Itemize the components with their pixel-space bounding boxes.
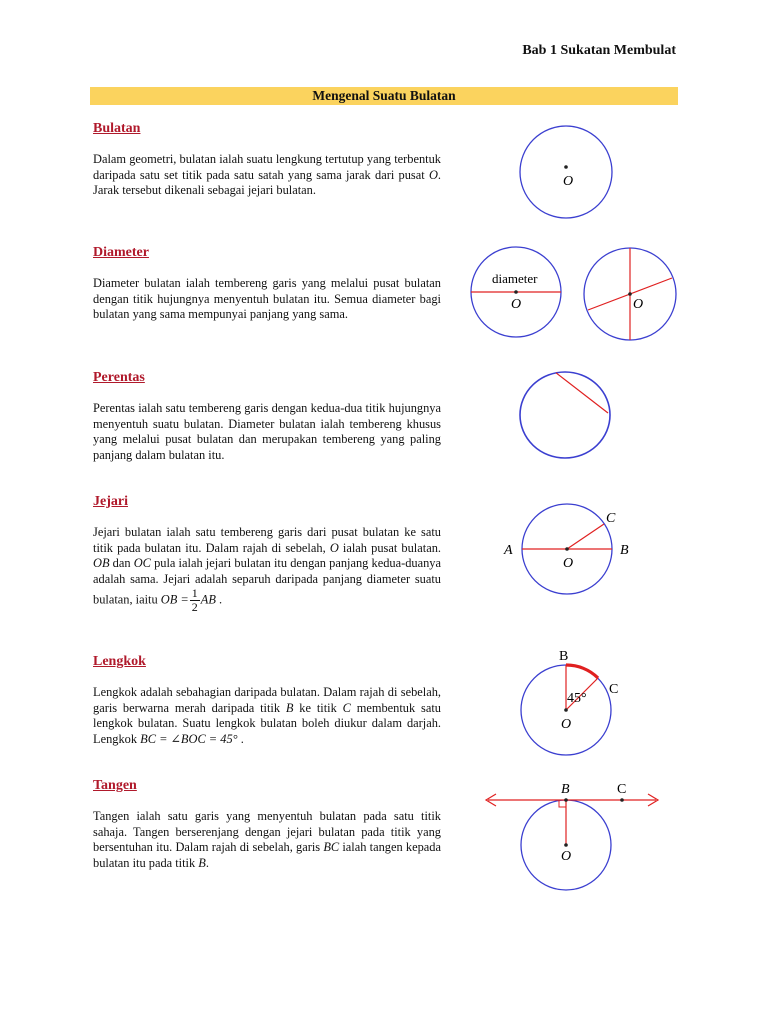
section-body: Jejari bulatan ialah satu tembereng garis dari pusat bulatan ke satu titik pada bulatan itu. Dalam rajah di sebelah, O ialah pusat bulatan. OB dan OC pula ialah jejari bulatan itu dengan panjang kedua-duanya adalah sama. Jejari adalah separuh daripada panjang diameter suatu bulatan, iaitu OB = $\frac{1}{2}$ AB . bbox=[93, 525, 441, 615]
section-lengkok bbox=[93, 654, 441, 747]
figure-perentas bbox=[518, 370, 612, 460]
point-b-label: B bbox=[620, 543, 629, 558]
figure-diameter-1 bbox=[464, 247, 568, 341]
section-title: Bulatan bbox=[93, 121, 141, 136]
section-jejari bbox=[93, 494, 441, 614]
center-label: O bbox=[561, 849, 572, 864]
point-b-label: B bbox=[561, 782, 570, 797]
center-label: O bbox=[633, 297, 644, 312]
center-point bbox=[628, 292, 632, 296]
point-c-label: C bbox=[606, 511, 616, 526]
center-point bbox=[564, 165, 568, 169]
section-title: Diameter bbox=[93, 245, 149, 260]
section-body: Diameter bulatan ialah tembereng garis yang melalui pusat bulatan dengan titik hujungnya menyentuh bulatan itu. Semua diameter bagi bulatan yang sama mempunyai panjang yang sama. bbox=[93, 276, 441, 322]
chapter-title: Bab 1 Sukatan Membulat bbox=[522, 43, 676, 58]
center-label: O bbox=[563, 556, 574, 571]
circle bbox=[520, 372, 610, 458]
section-body: Lengkok adalah sebahagian daripada bulatan. Dalam rajah di sebelah, garis berwarna merah daripada titik B ke titik C membentuk satu lengkok bulatan. Suatu lengkok bulatan boleh diukur dalam darjah. Lengkok BC = ∠BOC = 45° . bbox=[93, 685, 441, 746]
circle bbox=[520, 126, 612, 218]
section-body: Perentas ialah satu tembereng garis dengan kedua-dua titik hujungnya menyentuh suatu bulatan. Diameter bulatan ialah tembereng khusus yang melalui pusat bulatan dan merupakan tembereng yang paling panjang dalam bulatan itu. bbox=[93, 401, 441, 462]
section-perentas bbox=[93, 370, 441, 463]
figure-bulatan bbox=[516, 122, 616, 222]
arc-formula: BC = ∠BOC = 45° bbox=[140, 731, 238, 746]
section-body: Tangen ialah satu garis yang menyentuh bulatan pada satu titik sahaja. Tangen berserenjang dengan jejari bulatan pada titik yang bersentuhan itu. Dalam rajah di sebelah, garis BC ialah tangen kepada bulatan itu pada titik B. bbox=[93, 809, 441, 870]
section-title: Perentas bbox=[93, 370, 145, 385]
fraction-half: $\frac{1}{2}$ bbox=[191, 586, 198, 615]
point-c-label: C bbox=[617, 782, 627, 797]
point-c-label: C bbox=[609, 682, 619, 697]
center-label: O bbox=[563, 174, 574, 189]
section-title: Lengkok bbox=[93, 654, 146, 669]
section-body: Dalam geometri, bulatan ialah suatu lengkung tertutup yang terbentuk daripada satu set titik pada satu satah yang sama jarak dari pusat O. Jarak tersebut dikenali sebagai jejari bulatan. bbox=[93, 152, 441, 198]
section-title: Jejari bbox=[93, 494, 128, 509]
section-title: Tangen bbox=[93, 778, 137, 793]
center-point bbox=[514, 290, 518, 294]
figure-jejari bbox=[498, 503, 638, 597]
figure-diameter-2 bbox=[582, 247, 678, 343]
radius-formula: OB = bbox=[160, 592, 189, 607]
point-c bbox=[620, 798, 624, 802]
figure-tangen bbox=[482, 778, 662, 890]
point-a-label: A bbox=[504, 543, 513, 558]
diameter-label: diameter bbox=[492, 271, 538, 286]
center-point bbox=[564, 843, 568, 847]
center-point bbox=[565, 547, 569, 551]
arc-bc bbox=[566, 665, 598, 678]
center-label: O bbox=[561, 717, 572, 732]
angle-label: 45° bbox=[567, 691, 587, 706]
figure-lengkok bbox=[510, 646, 630, 758]
section-diameter bbox=[93, 245, 441, 323]
center-point bbox=[564, 708, 568, 712]
point-b bbox=[564, 798, 568, 802]
point-b-label: B bbox=[559, 649, 569, 664]
section-tangen bbox=[93, 778, 441, 871]
chord-line bbox=[556, 373, 608, 413]
banner-title: Mengenal Suatu Bulatan bbox=[90, 87, 678, 105]
center-label: O bbox=[511, 297, 522, 312]
section-bulatan bbox=[93, 121, 441, 199]
radius-line bbox=[567, 524, 604, 549]
